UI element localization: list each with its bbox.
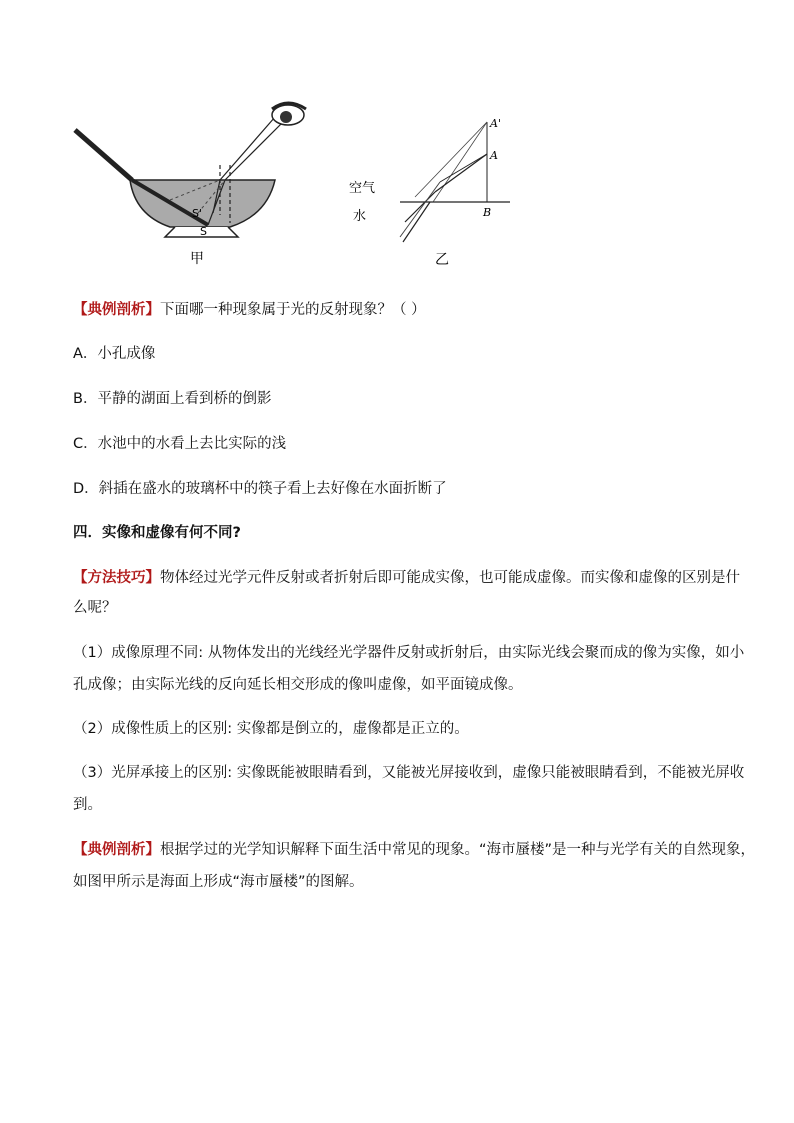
example1-question-text: 下面哪一种现象属于光的反射现象？（ ） xyxy=(160,302,426,318)
option-c: C．水池中的水看上去比实际的浅 xyxy=(73,436,287,452)
point-2-line1: （2）成像性质上的区别: 实像都是倒立的，虚像都是正立的。 xyxy=(73,721,469,737)
example1-tag: 【典例剖析】 xyxy=(73,302,160,318)
method-tag: 【方法技巧】 xyxy=(73,570,160,586)
example1-question xyxy=(73,297,426,324)
example2-tag: 【典例剖析】 xyxy=(73,842,160,858)
label-s: S xyxy=(200,225,207,238)
label-a-prime: A' xyxy=(490,117,501,130)
eye-icon xyxy=(272,103,306,125)
point-3-line1: （3）光屏承接上的区别: 实像既能被眼睛看到，又能被光屏接收到，虚像只能被眼睛看到，不能被光屏收 xyxy=(73,765,745,781)
point-3-line2: 到。 xyxy=(73,797,102,813)
example2-line2: 如图甲所示是海面上形成“海市蜃楼”的图解。 xyxy=(73,874,364,890)
caption-yi: 乙 xyxy=(435,252,449,268)
label-s-prime: S' xyxy=(192,207,203,220)
option-b: B．平静的湖面上看到桥的倒影 xyxy=(73,391,272,407)
figure-jia xyxy=(70,95,335,270)
label-water: 水 xyxy=(353,209,367,224)
caption-jia: 甲 xyxy=(190,251,204,267)
label-b: B xyxy=(483,206,492,219)
section4-heading: 四．实像和虚像有何不同? xyxy=(73,525,241,541)
method-line1 xyxy=(73,565,740,592)
example2-text-1: 根据学过的光学知识解释下面生活中常见的现象。“海市蜃楼”是一种与光学有关的自然现象， xyxy=(160,842,756,858)
method-line2: 么呢？ xyxy=(73,600,117,616)
chopstick xyxy=(75,130,132,180)
point-1-line2: 孔成像；由实际光线的反向延长相交形成的像叫虚像，如平面镜成像。 xyxy=(73,677,523,693)
option-a: A．小孔成像 xyxy=(73,346,156,362)
figure-yi xyxy=(345,112,515,272)
option-d: D．斜插在盛水的玻璃杯中的筷子看上去好像在水面折断了 xyxy=(73,481,447,497)
example2-line1 xyxy=(73,837,755,864)
method-text-1: 物体经过光学元件反射或者折射后即可能成实像，也可能成虚像。而实像和虚像的区别是什 xyxy=(160,570,740,586)
label-a: A xyxy=(490,149,498,162)
point-1-line1: （1）成像原理不同: 从物体发出的光线经光学器件反射或折射后，由实际光线会聚而成的像为实像，如小 xyxy=(73,645,745,661)
label-air: 空气 xyxy=(349,181,376,196)
